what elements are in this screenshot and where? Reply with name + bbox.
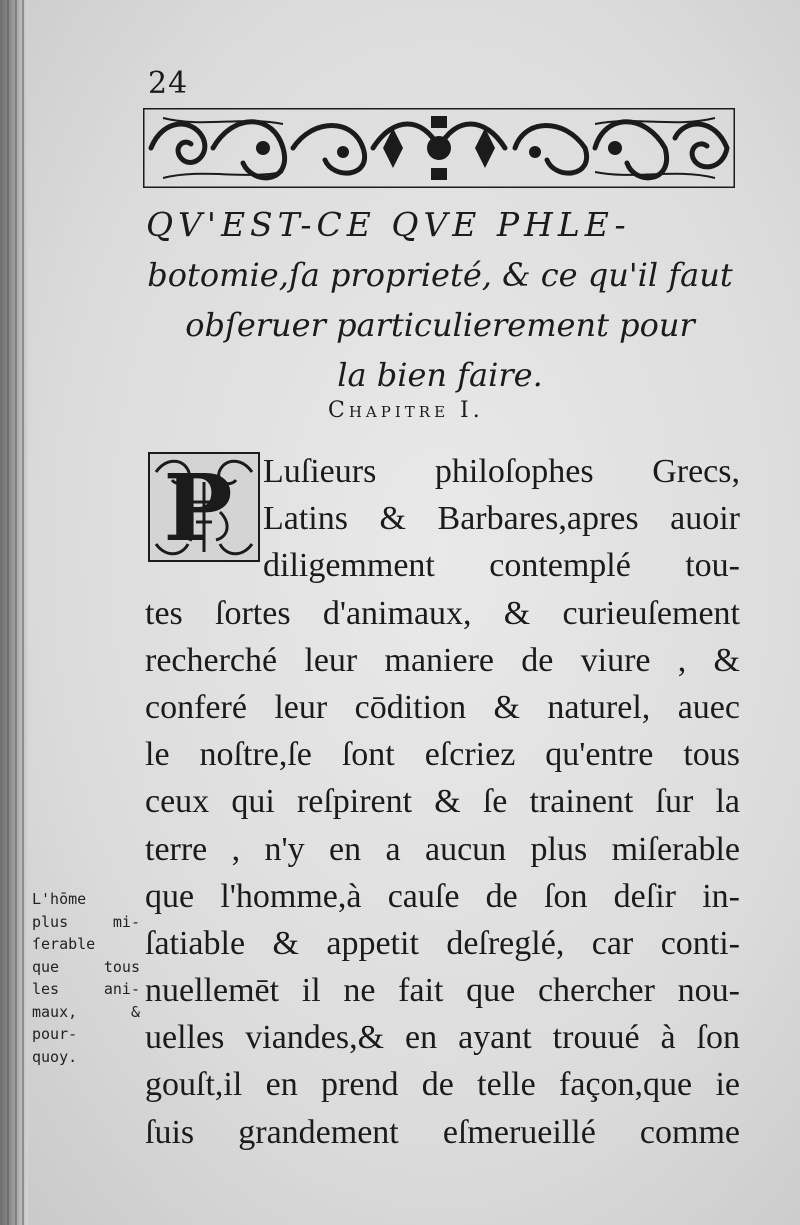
gutter-line	[22, 0, 24, 1225]
text-line: nuellemēt il ne fait que chercher nou-	[145, 972, 740, 1010]
text-line: que l'homme,à cauſe de ſon deſir in-	[145, 877, 740, 915]
text-line: ſatiable & appetit deſreglé, car conti-	[145, 924, 740, 962]
margin-line: ſerable	[32, 935, 96, 953]
text-line: uelles viandes,& en ayant trouué à ſon	[145, 1019, 740, 1057]
page-number: 24	[148, 66, 189, 101]
margin-line: maux, &	[32, 1002, 140, 1021]
text-line: gouſt,il en prend de telle façon,que ie	[145, 1066, 740, 1104]
title-line: QV'EST-CE QVE PHLE-	[146, 205, 631, 244]
margin-line: plus mi-	[32, 912, 140, 931]
text-line: recherché leur maniere de viure , &	[145, 641, 740, 679]
page-gutter	[0, 0, 28, 1225]
text-line: le noſtre,ſe ſont eſcriez qu'entre tous	[145, 736, 740, 774]
text-line: Latins & Barbares,apres auoir	[263, 500, 740, 538]
gutter-line	[15, 0, 17, 1225]
text-line: conferé leur cōdition & naturel, auec	[145, 688, 740, 726]
gutter-line	[7, 0, 9, 1225]
headpiece-ornament	[143, 108, 735, 188]
title-line: obſeruer particulierement pour	[185, 306, 695, 344]
title-line: botomie,ſa proprieté, & ce qu'il faut	[147, 256, 733, 294]
chapter-title	[140, 200, 740, 400]
margin-line: pour-	[32, 1025, 78, 1043]
text-line: diligemment contemplé tou-	[263, 547, 740, 585]
body-text	[145, 448, 740, 1156]
margin-line: les ani-	[32, 980, 140, 998]
drop-cap-letter: P	[163, 454, 233, 562]
text-line: Luſieurs philoſophes Grecs,	[263, 453, 740, 490]
marginal-note	[32, 888, 140, 1068]
text-line: ceux qui reſpirent & ſe trainent ſur la	[145, 783, 740, 821]
text-line: ſuis grandement eſmerueillé comme	[145, 1113, 740, 1151]
chapter-label: Chapitre I.	[328, 398, 484, 423]
text-line: tes ſortes d'animaux, & curieuſement	[145, 594, 740, 632]
text-line: terre , n'y en a aucun plus miſerable	[145, 830, 740, 868]
margin-line: L'hōme	[32, 890, 87, 908]
title-line: la bien faire.	[337, 356, 543, 394]
margin-line: quoy.	[32, 1047, 78, 1066]
margin-line: que tous	[32, 957, 140, 976]
